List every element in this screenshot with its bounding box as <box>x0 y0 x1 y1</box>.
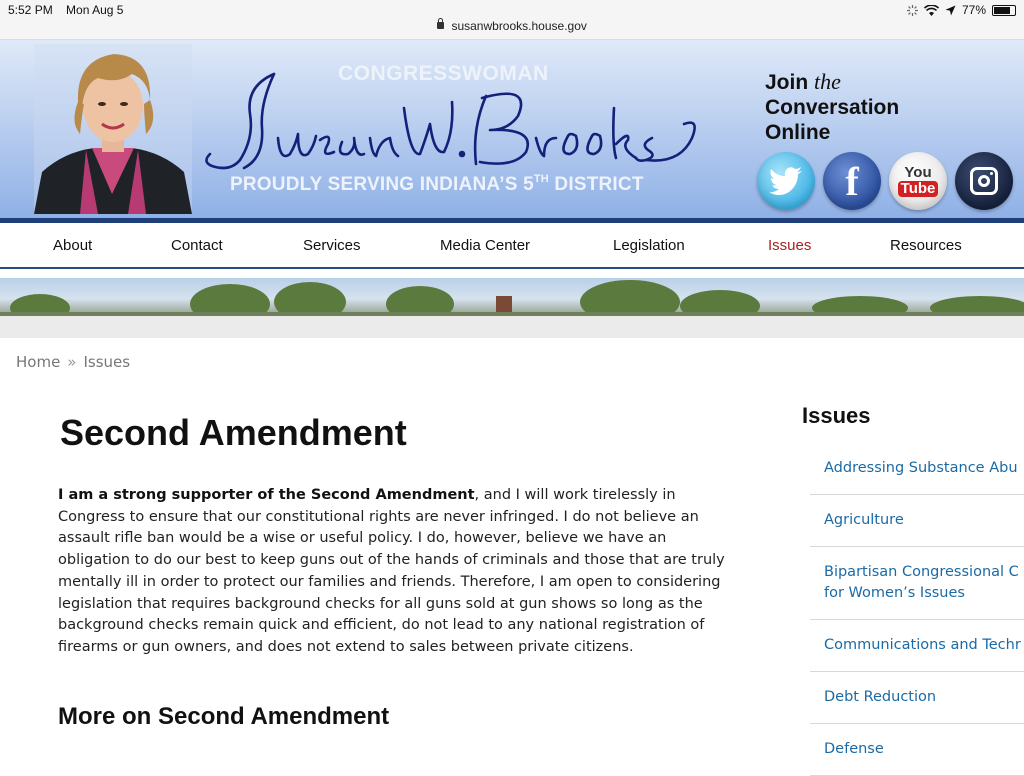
congresswoman-label: CONGRESSWOMAN <box>338 62 549 85</box>
landscape-photo-strip <box>0 278 1024 316</box>
join-the-word: the <box>814 69 841 94</box>
status-time: 5:52 PM <box>8 3 53 17</box>
district-end: DISTRICT <box>548 174 644 195</box>
main-nav <box>0 223 1024 269</box>
page-title: Second Amendment <box>60 412 407 453</box>
issue-body: , and I will work tirelessly in Congress to ensure that our constitutional rights are never infringed. I do not believe an assault rifle ban would be a wise or useful policy. I do, however, believe we have an obligation to do our best to keep guns out of the hands of criminals and those that are truly mentally ill in order to protect our families and friends. Therefore, I am open to considering legislation that requires background checks for all guns sold at gun shows so long as the background checks remain quick and efficient, do not lead to any national registration of firearms or gun owners, and does not extend to sales between private citizens. <box>58 487 725 655</box>
signature-logo <box>200 68 700 178</box>
trees-illustration <box>0 278 1024 316</box>
twitter-icon <box>769 167 803 195</box>
issue-body-text <box>58 485 738 659</box>
sidebar-item-substance-abuse[interactable]: Addressing Substance Abu <box>810 443 1024 495</box>
nav-item-legislation[interactable]: Legislation <box>613 237 685 254</box>
url-text: susanwbrooks.house.gov <box>451 19 587 33</box>
header-banner <box>0 40 1024 218</box>
district-label <box>230 173 644 196</box>
status-right <box>907 3 1016 17</box>
sidebar-item-communications[interactable]: Communications and Techr <box>810 620 1024 672</box>
battery-icon <box>992 5 1016 16</box>
instagram-icon <box>970 167 998 195</box>
sidebar-title: Issues <box>802 403 871 428</box>
lock-icon <box>437 22 444 29</box>
breadcrumb-separator: » <box>67 353 77 371</box>
facebook-icon: f <box>845 158 859 204</box>
wifi-icon <box>924 5 939 16</box>
district-text: PROUDLY SERVING INDIANA’S 5 <box>230 174 534 195</box>
breadcrumb-issues[interactable]: Issues <box>83 353 131 371</box>
nav-item-media-center[interactable]: Media Center <box>440 237 531 254</box>
sidebar-item-bipartisan-caucus[interactable] <box>810 547 1024 620</box>
youtube-icon-bottom: Tube <box>898 181 939 197</box>
sidebar-item-agriculture[interactable]: Agriculture <box>810 495 1024 547</box>
issue-lead-bold: I am a strong supporter of the Second Amendment <box>58 487 475 503</box>
join-word: Join <box>765 71 809 94</box>
status-date: Mon Aug 5 <box>66 3 124 17</box>
status-bar <box>0 0 1024 40</box>
sidebar-item-debt-reduction[interactable]: Debt Reduction <box>810 672 1024 724</box>
nav-item-issues[interactable]: Issues <box>768 237 812 254</box>
join-line-online: Online <box>765 121 831 144</box>
nav-item-about[interactable]: About <box>53 237 93 254</box>
content-top-band <box>0 316 1024 338</box>
nav-item-resources[interactable]: Resources <box>890 237 962 254</box>
sidebar-issues-list <box>810 443 1024 776</box>
url-bar[interactable] <box>0 19 1024 33</box>
join-line-conversation: Conversation <box>765 96 900 119</box>
join-conversation-text <box>765 69 899 145</box>
instagram-button[interactable] <box>955 152 1013 210</box>
portrait-photo <box>34 44 192 214</box>
youtube-icon-top: You <box>904 164 932 181</box>
nav-item-services[interactable]: Services <box>303 237 361 254</box>
sidebar-item-bipartisan-line2: for Women’s Issues <box>824 585 965 601</box>
sidebar-item-defense[interactable]: Defense <box>810 724 1024 776</box>
breadcrumb-home[interactable]: Home <box>16 353 61 371</box>
district-sup: TH <box>533 173 549 185</box>
activity-icon <box>907 5 918 16</box>
facebook-button[interactable] <box>823 152 881 210</box>
twitter-button[interactable] <box>757 152 815 210</box>
more-on-heading: More on Second Amendment <box>58 703 390 730</box>
status-left <box>8 3 133 17</box>
battery-percent: 77% <box>961 3 986 17</box>
location-arrow-icon <box>945 5 956 16</box>
youtube-button[interactable] <box>889 152 947 210</box>
nav-item-contact[interactable]: Contact <box>171 237 223 254</box>
breadcrumb <box>16 353 130 371</box>
sidebar-item-bipartisan-line1: Bipartisan Congressional C <box>824 564 1019 580</box>
